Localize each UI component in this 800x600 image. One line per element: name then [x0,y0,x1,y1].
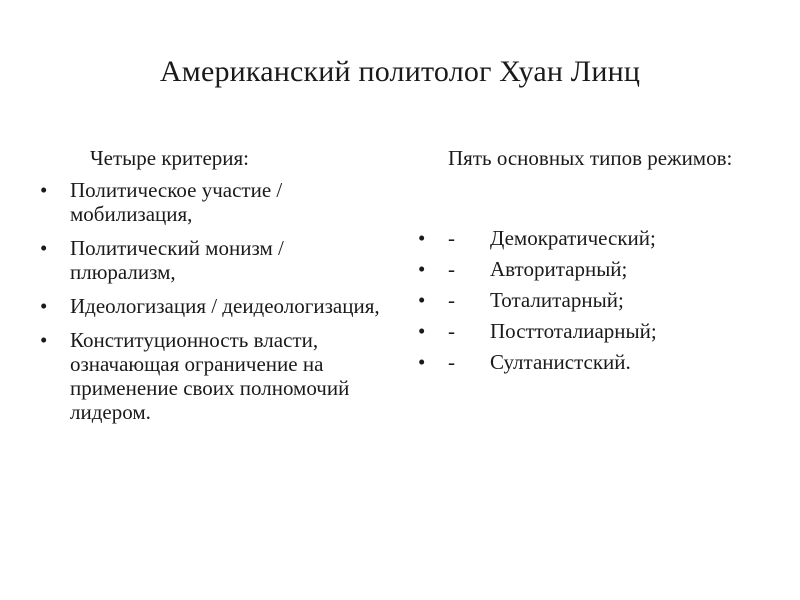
slide-title: Американский политолог Хуан Линц [159,55,641,88]
bullet-icon: • [40,294,48,318]
criteria-item-text: Политический монизм / плюрализм, [70,236,284,284]
dash-marker: - [448,319,455,343]
bullet-icon: • [418,350,426,374]
bullet-icon: • [40,178,48,202]
criteria-column [40,146,390,434]
bullet-icon: • [418,319,426,343]
regime-type-text: Султанистский. [490,350,631,374]
regime-types-heading: Пять основных типов режимов: [448,146,733,170]
regime-type-text: Посттоталиарный; [490,319,657,343]
regime-type-text: Демократический; [490,226,656,250]
dash-marker: - [448,226,455,250]
regime-type-text: Авторитарный; [490,257,628,281]
criteria-list [40,178,390,424]
regime-type-text: Тоталитарный; [490,288,624,312]
list-item [418,257,758,281]
list-item [40,328,390,424]
bullet-icon: • [418,288,426,312]
dash-marker: - [448,350,455,374]
bullet-icon: • [40,236,48,260]
list-item [40,236,390,284]
dash-marker: - [448,257,455,281]
list-item [418,319,758,343]
criteria-item-text: Конституционность власти, означающая ограничение на применение своих полномочий лидером. [70,328,350,424]
bullet-icon: • [418,226,426,250]
criteria-item-text: Политическое участие / мобилизация, [70,178,283,226]
list-item [418,226,758,250]
regime-types-column [418,146,758,381]
criteria-item-text: Идеологизация / деидеологизация, [70,294,380,318]
regime-types-list [418,226,758,374]
dash-marker: - [448,288,455,312]
criteria-heading: Четыре критерия: [90,146,249,170]
list-item [40,294,390,318]
list-item [418,288,758,312]
bullet-icon: • [418,257,426,281]
list-item [40,178,390,226]
bullet-icon: • [40,328,48,352]
list-item [418,350,758,374]
